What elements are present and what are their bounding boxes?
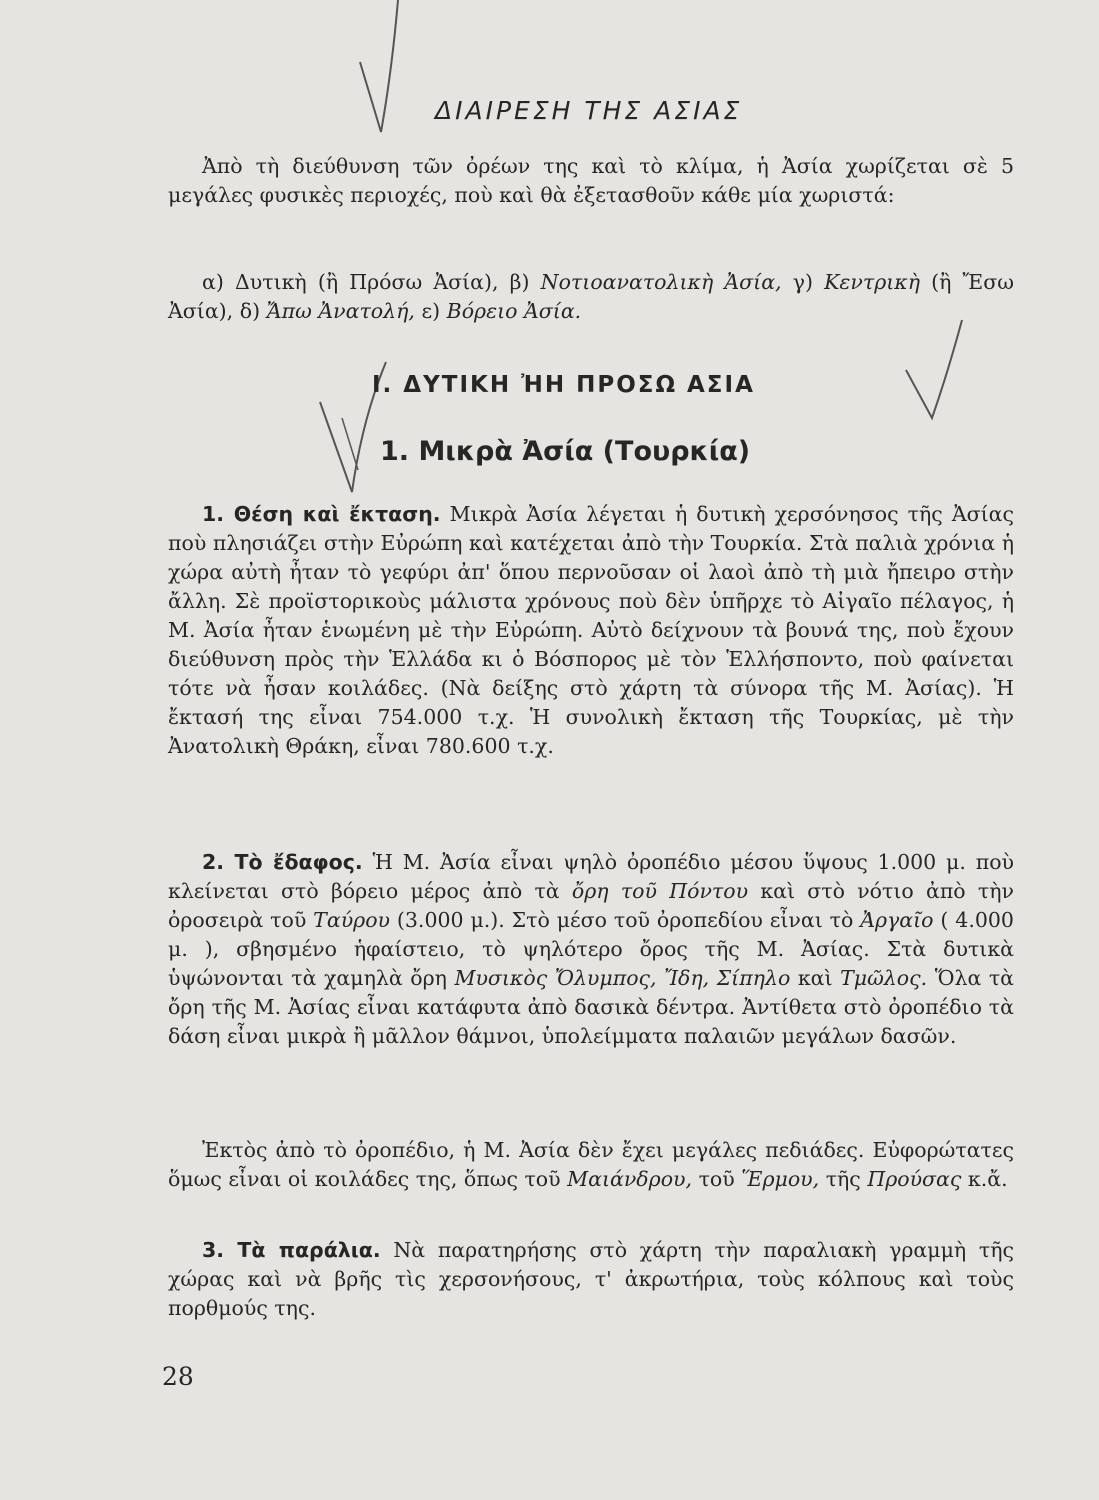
- terrain-text-5: καὶ: [797, 966, 833, 990]
- division-d: Ἄπω Ἀνατολή,: [266, 299, 415, 323]
- checkmark-heading-2: [342, 418, 358, 470]
- valley-maeander: Μαιάνδρου,: [567, 1167, 693, 1191]
- terrain-mountain-pontus: ὄρη τοῦ Πόντου: [571, 879, 749, 903]
- section-position-text: Μικρὰ Ἀσία λέγεται ἡ δυτικὴ χερσόνησος τῆς Ἀσίας ποὺ πλησιάζει στὴν Εὐρώπη καὶ κατέχεται ἀπὸ τὴν Τουρκία. Στὰ παλιὰ χρόνια ἡ χώρα αὐτὴ ἦταν τὸ γεφύρι ἀπ' ὅπου περνοῦσαν οἱ λαοὶ ἀπὸ τὴ μιὰ ἤπειρο στὴν ἄλλη. Σὲ προϊστορικοὺς μάλιστα χρόνους ποὺ δὲν ὑπῆρχε τὸ Αἰγαῖο πέλαγος, ἡ Μ. Ἀσία ἦταν ἑνωμένη μὲ τὴν Εὐρώπη. Αὐτὸ δείχνουν τὰ βουνά της, ποὺ ἔχουν διεύθυνση πρὸς τὴν Ἑλλάδα κι ὁ Βόσπορος μὲ τὸν Ἑλλήσποντο, ποὺ φαίνεται τότε νὰ ἦσαν κοιλάδες. (Νὰ δείξης στὸ χάρτη τὰ σύνορα τῆς Μ. Ἀσίας). Ἡ ἔκτασή της εἶναι 754.000 τ.χ. Ἡ συνολικὴ ἔκταση τῆς Τουρκίας, μὲ τὴν Ἀνατολικὴ Θράκη, εἶναι 780.600 τ.χ.: [168, 502, 1014, 758]
- section-terrain-label: 2. Τὸ ἔδαφος.: [202, 850, 363, 874]
- division-e-label: ε): [421, 299, 441, 323]
- section-position-label: 1. Θέση καὶ ἔκταση.: [202, 502, 441, 526]
- terrain-text-4: ( 4.000 μ. ), σβησμένο ἡφαίστειο, τὸ ψηλότερο ὄρος τῆς Μ. Ἀσίας. Στὰ δυτικὰ ὑψώνονται τὰ χαμηλὰ ὄρη: [168, 908, 1014, 990]
- valleys-text-1: Ἐκτὸς ἀπὸ τὸ ὀροπέδιο, ἡ Μ. Ἀσία δὲν ἔχει μεγάλες πεδιάδες. Εὐφορώτατες ὅμως εἶναι οἱ κοιλάδες της, ὅπως τοῦ: [168, 1138, 1014, 1191]
- division-e: Βόρειο Ἀσία.: [446, 299, 582, 323]
- terrain-text-2: καὶ στὸ νότιο ἀπὸ τὴν ὀροσειρὰ τοῦ: [168, 879, 1014, 932]
- divisions-paragraph: [168, 268, 1014, 326]
- checkmark-right: [906, 320, 962, 418]
- division-c: Κεντρικὴ: [824, 270, 921, 294]
- division-b: Νοτιοανατολικὴ Ἀσία,: [540, 270, 782, 294]
- terrain-mountains-west: Μυσικὸς Ὄλυμπος, Ἴδη, Σίπηλο: [454, 966, 791, 990]
- page-title: ΔΙΑΙΡΕΣΗ ΤΗΣ ΑΣΙΑΣ: [435, 96, 743, 125]
- terrain-mountain-argaeus: Ἀργαῖο: [860, 908, 934, 932]
- division-c-alt: (ἢ Ἔσω Ἀσία),: [168, 270, 1014, 323]
- valleys-text-2: τοῦ: [698, 1167, 735, 1191]
- section-coasts-label: 3. Τὰ παράλια.: [202, 1238, 381, 1262]
- valley-prousa: Προύσας: [867, 1167, 962, 1191]
- division-c-label: γ): [792, 270, 813, 294]
- terrain-text-3: (3.000 μ.). Στὸ μέσο τοῦ ὀροπεδίου εἶναι τὸ: [396, 908, 854, 932]
- section-coasts-paragraph: [168, 1236, 1014, 1323]
- terrain-text-6: Ὅλα τὰ ὄρη τῆς Μ. Ἀσίας εἶναι κατάφυτα ἀπὸ δασικὰ δέντρα. Ἀντίθετα στὸ ὀροπέδιο τὰ δάση εἶναι μικρὰ ἢ μᾶλλον θάμνοι, ὑπολείμματα παλαιῶν μεγάλων δασῶν.: [168, 966, 1014, 1048]
- page-number: 28: [162, 1362, 194, 1391]
- valleys-text-3: τῆς: [825, 1167, 861, 1191]
- division-b-label: β): [509, 270, 530, 294]
- sub-heading: 1. Μικρὰ Ἀσία (Τουρκία): [380, 436, 751, 467]
- section-heading: Ι. ΔΥΤΙΚΗ ἨΗ ΠΡΟΣΩ ΑΣΙΑ: [372, 372, 755, 398]
- valley-hermus: Ἕρμου,: [741, 1167, 820, 1191]
- division-d-label: δ): [239, 299, 261, 323]
- intro-paragraph: Ἀπὸ τὴ διεύθυνση τῶν ὀρέων της καὶ τὸ κλίμα, ἡ Ἀσία χωρίζεται σὲ 5 μεγάλες φυσικὲς περιοχές, ποὺ καὶ θὰ ἐξετασθοῦν κάθε μία χωριστά:: [168, 154, 1014, 207]
- checkmark-title: [360, 0, 398, 132]
- terrain-mountain-tmolus: Τμῶλος.: [840, 966, 928, 990]
- valleys-text-4: κ.ἄ.: [967, 1167, 1008, 1191]
- division-a: α) Δυτικὴ (ἢ Πρόσω Ἀσία),: [202, 270, 499, 294]
- section-position-paragraph: [168, 500, 1014, 761]
- section-coasts-text: Νὰ παρατηρήσης στὸ χάρτη τὴν παραλιακὴ γραμμὴ τῆς χώρας καὶ νὰ βρῆς τὶς χερσονήσους, τ' ἀκρωτήρια, τοὺς κόλπους καὶ τοὺς πορθμούς της.: [168, 1238, 1014, 1320]
- terrain-text-1: Ἡ Μ. Ἀσία εἶναι ψηλὸ ὀροπέδιο μέσου ὕψους 1.000 μ. ποὺ κλείνεται στὸ βόρειο μέρος ἀπὸ τὰ: [168, 850, 1014, 903]
- terrain-mountain-taurus: Ταύρου: [313, 908, 391, 932]
- section-valleys-paragraph: [168, 1136, 1014, 1194]
- section-terrain-paragraph: [168, 848, 1014, 1051]
